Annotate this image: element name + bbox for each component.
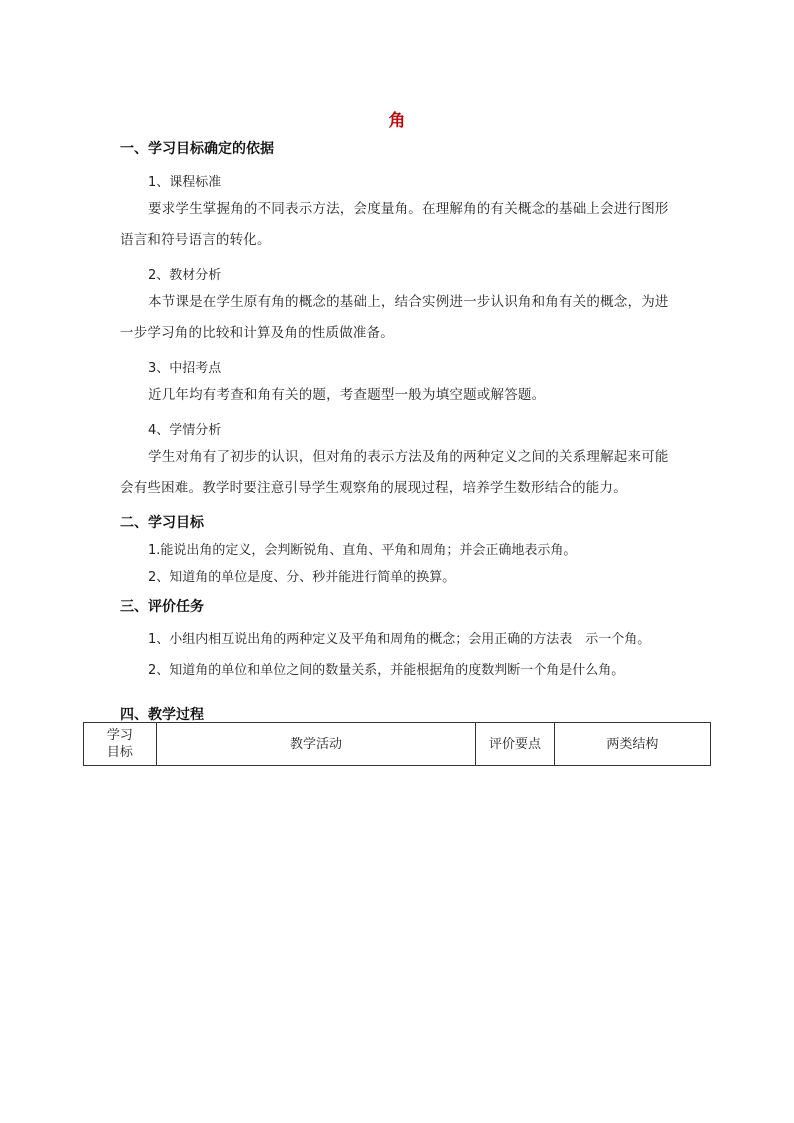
section-heading-evaluation: 三、评价任务: [120, 599, 204, 615]
table-header-activities: 教学活动: [156, 723, 475, 766]
document-title: 角: [388, 111, 406, 131]
objective-item-2: 2、知道角的单位是度、分、秒并能进行简单的换算。: [148, 570, 456, 585]
objective-item-1: 1.能说出角的定义，会判断锐角、直角、平角和周角；并会正确地表示角。: [148, 543, 577, 558]
evaluation-item-2: 2、知道角的单位和单位之间的数量关系，并能根据角的度数判断一个角是什么角。: [148, 663, 625, 678]
section-heading-process: 四、教学过程: [120, 707, 204, 723]
subsection-label-students: 4、学情分析: [148, 423, 222, 438]
teaching-process-table: [83, 722, 711, 766]
table-header-objectives: [84, 723, 157, 766]
subsection-label-curriculum: 1、课程标准: [148, 175, 222, 190]
subsection-text-curriculum: 要求学生掌握角的不同表示方法，会度量角。在理解角的有关概念的基础上会进行图形语言和符号语言的转化。: [120, 201, 669, 248]
subsection-text-students: 学生对角有了初步的认识，但对角的表示方法及角的两种定义之间的关系理解起来可能会有些困难。教学时要注意引导学生观察角的展现过程，培养学生数形结合的能力。: [120, 449, 669, 496]
table-header-structures: 两类结构: [554, 723, 710, 766]
table-header-evaluation-points: 评价要点: [476, 723, 555, 766]
table-header-objectives-label: 学习目标: [106, 728, 133, 760]
subsection-text-exam: 近几年均有考查和角有关的题，考查题型一般为填空题或解答题。: [148, 387, 546, 403]
subsection-text-textbook: 本节课是在学生原有角的概念的基础上，结合实例进一步认识角和角有关的概念，为进一步学习角的比较和计算及角的性质做准备。: [120, 294, 669, 341]
table-header-row: [84, 723, 711, 766]
section-heading-basis: 一、学习目标确定的依据: [120, 141, 274, 157]
subsection-label-textbook: 2、教材分析: [148, 268, 222, 283]
evaluation-item-1: 1、小组内相互说出角的两种定义及平角和周角的概念；会用正确的方法表 示一个角。: [148, 632, 651, 647]
subsection-label-exam: 3、中招考点: [148, 361, 222, 376]
section-heading-objectives: 二、学习目标: [120, 515, 204, 531]
